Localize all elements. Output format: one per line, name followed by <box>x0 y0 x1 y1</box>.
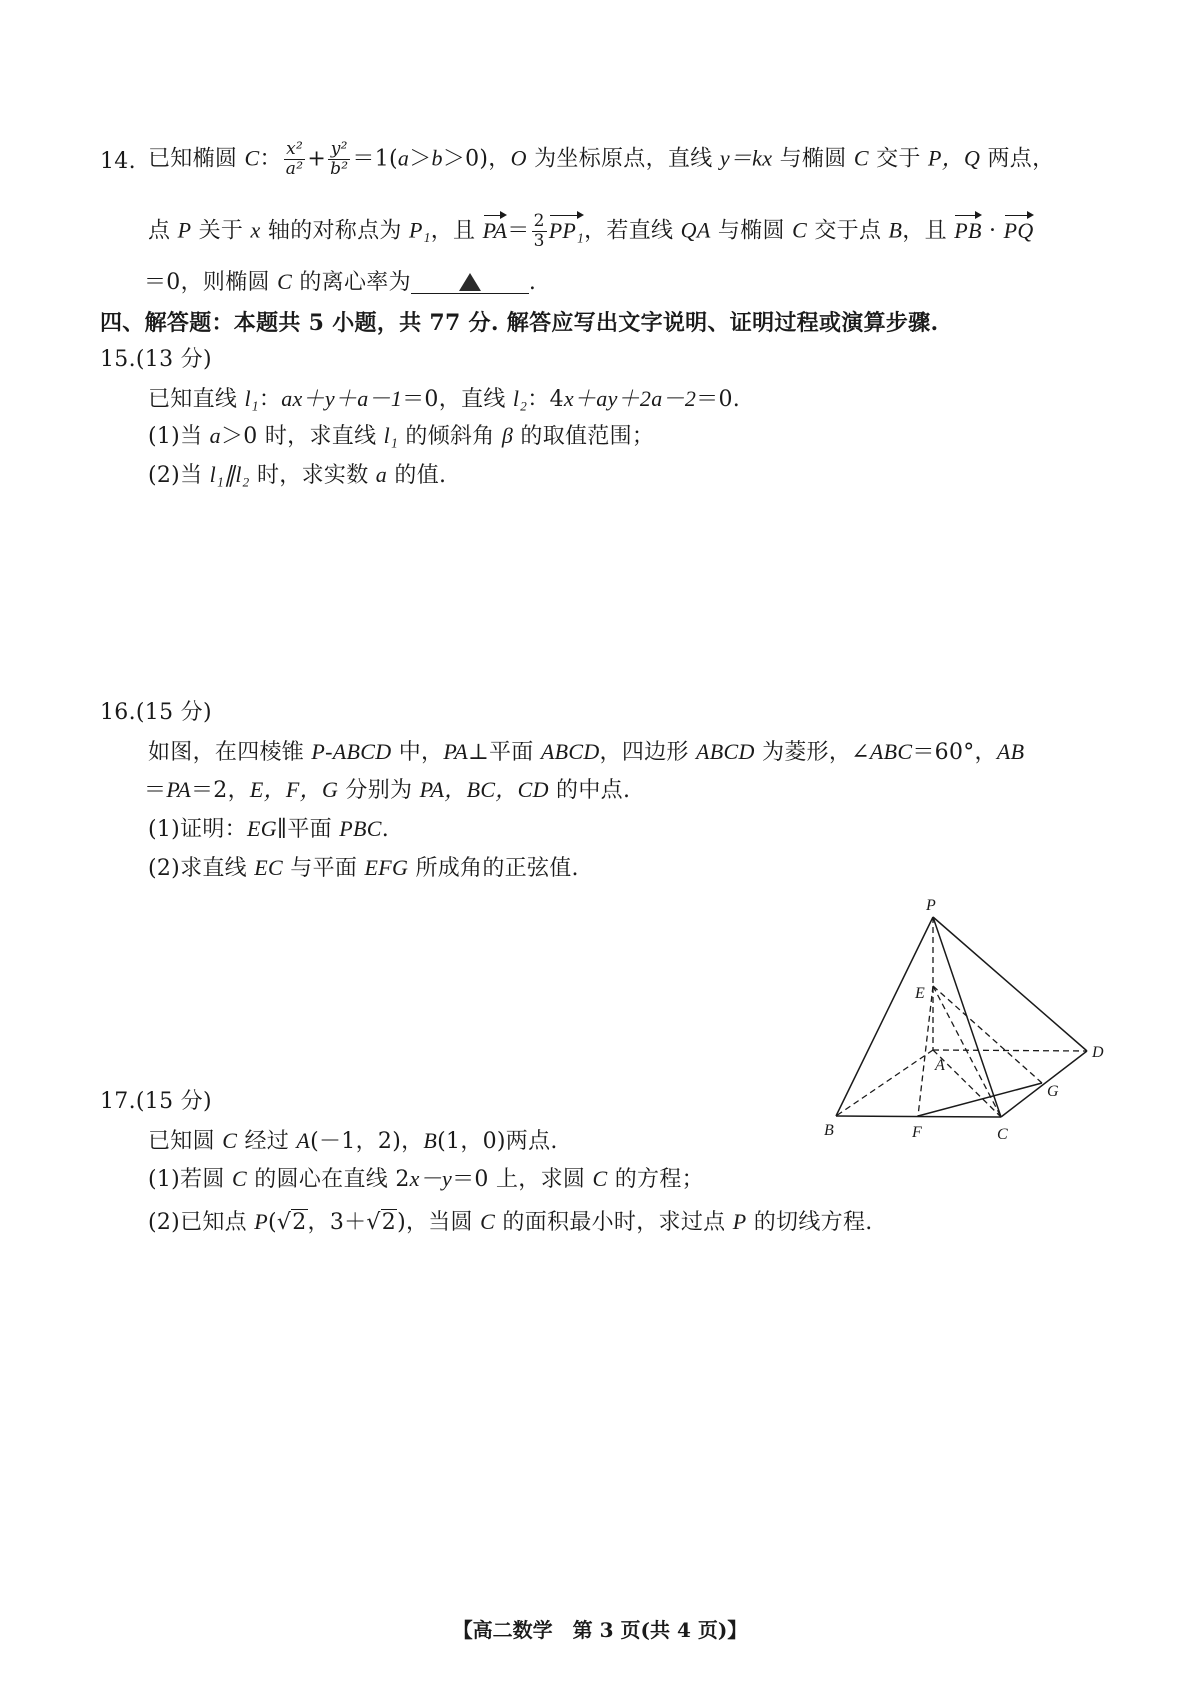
segment-ec <box>933 986 1001 1117</box>
q16-number: 16.(15 分) <box>100 700 212 725</box>
edge-ab <box>836 1050 933 1116</box>
label-a: A <box>935 1057 945 1074</box>
vector-pq: PQ <box>1004 216 1034 246</box>
vector-pb: PB <box>954 216 981 246</box>
q15-stem: 已知直线 l₁：ax＋y＋a－1＝0，直线 l₂：4x＋ay＋2a－2＝0. <box>148 386 741 412</box>
edge-pb <box>836 917 933 1116</box>
fraction-y2-b2: $\frac{\text{y²}}{\text{b²}}$ <box>330 139 349 179</box>
edge-cd <box>1001 1051 1087 1117</box>
label-p: P <box>926 897 936 914</box>
answer-blank <box>411 269 529 294</box>
label-g: G <box>1047 1083 1059 1100</box>
q17-stem: 已知圆 C 经过 A(－1，2)，B(1，0)两点. <box>148 1128 558 1154</box>
q15-part1: (1)当 a＞0 时，求直线 l₁ 的倾斜角 β 的取值范围； <box>148 423 655 449</box>
q14-number: 14. <box>100 149 136 174</box>
q16-stem-line2: ＝PA＝2，E，F，G 分别为 PA，BC，CD 的中点. <box>144 777 631 803</box>
label-d: D <box>1092 1044 1104 1061</box>
q15-number: 15.(13 分) <box>100 347 212 372</box>
fraction-2-3: $\frac{2}{3}$ <box>533 211 545 251</box>
q14-line2: 点 P 关于 x 轴的对称点为 P₁，且 PA＝ $\frac{2}{3}$ PP₁，若直线 QA 与椭圆 C 交于点 B，且 PB · PQ <box>148 211 1034 251</box>
label-c: C <box>997 1126 1008 1143</box>
label-e: E <box>915 985 925 1002</box>
q14-line1: 已知椭圆 C： $\frac{\text{x²}}{\text{a²}}$ + $\frac{\text{y²}}{\text{b²}}$ ＝1(a＞b＞0)，O 为坐标原点，直线 y＝kx 与椭圆 C 交于 P，Q 两点， <box>148 139 1055 179</box>
page-footer: 【高二数学 第 3 页(共 4 页)】 <box>452 1618 748 1642</box>
pyramid-figure <box>815 880 1125 1160</box>
vector-pa: PA <box>483 216 508 246</box>
vector-pp1: PP₁ <box>549 216 584 246</box>
fraction-x2-a2: $\frac{\text{x²}}{\text{a²}}$ <box>285 139 304 179</box>
q16-stem-line1: 如图，在四棱锥 P-ABCD 中，PA⊥平面 ABCD，四边形 ABCD 为菱形，∠ABC＝60°，AB <box>148 739 1025 765</box>
q16-part1: (1)证明：EG∥平面 PBC. <box>148 816 390 842</box>
q17-number: 17.(15 分) <box>100 1089 212 1114</box>
section-4-header: 四、解答题：本题共 5 小题，共 77 分. 解答应写出文字说明、证明过程或演算步骤. <box>100 310 939 336</box>
q17-part1: (1)若圆 C 的圆心在直线 2x－y＝0 上，求圆 C 的方程； <box>148 1166 704 1192</box>
triangle-icon <box>459 273 481 291</box>
edge-ad <box>933 1050 1087 1051</box>
q15-part2: (2)当 l₁∥l₂ 时，求实数 a 的值. <box>148 462 447 488</box>
segment-eg <box>933 986 1042 1083</box>
q16-part2: (2)求直线 EC 与平面 EFG 所成角的正弦值. <box>148 855 579 881</box>
q14-line3: ＝0，则椭圆 C 的离心率为 . <box>144 269 537 295</box>
label-f: F <box>912 1124 922 1141</box>
q17-part2: (2)已知点 P(√2，3＋√2)，当圆 C 的面积最小时，求过点 P 的切线方程. <box>148 1209 873 1235</box>
label-b: B <box>824 1122 834 1139</box>
